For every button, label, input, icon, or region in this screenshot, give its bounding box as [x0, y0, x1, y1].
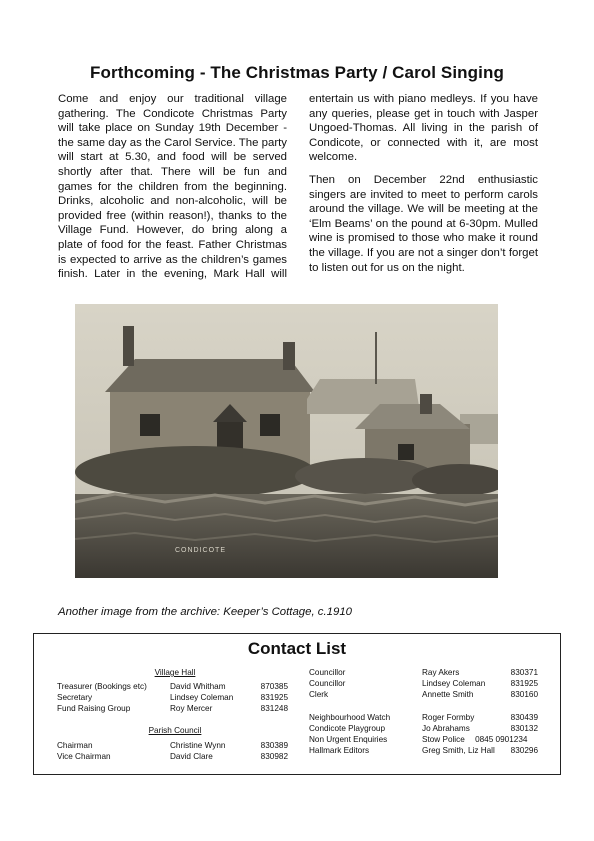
contact-row: Hallmark Editors Greg Smith, Liz Hall 830296	[309, 746, 538, 755]
contact-row: Vice Chairman David Clare 830982	[57, 752, 288, 761]
article-paragraph: Come and enjoy our traditional village gathering. The Condicote Christmas Party will take place on Sunday 19th December - the same day as the Carol Service. The party will start at 5.30, and food will be served shortly after that. There will be fun and games for the children from the beginning. Drinks, alcoholic and non-alcoholic, will be provided free (within reason!), thanks to the Village Fund. However, do bring along a plate of food for the feast. Father Christmas is expected to arrive as the children’s games finish. Later in the evening, Mark Hall will entertain us with piano medleys. If you have any queries, please get in touch with Jasper Ungoed-Thomas. All living in the parish of Condicote, or connected with it, are most welcome.	[58, 93, 538, 281]
archive-photo	[75, 304, 498, 578]
village-hall-heading: Village Hall	[154, 668, 196, 677]
article-body	[58, 92, 538, 292]
contact-row: Secretary Lindsey Coleman 831925	[57, 693, 288, 702]
contact-row: Councillor Ray Akers 830371	[309, 668, 538, 677]
contact-list-title: Contact List	[247, 639, 347, 658]
contact-row: Chairman Christine Wynn 830389	[57, 741, 288, 750]
contact-row: Councillor Lindsey Coleman 831925	[309, 679, 538, 688]
contact-row: Non Urgent Enquiries Stow Police 0845 0901234	[309, 735, 528, 744]
contact-row: Fund Raising Group Roy Mercer 831248	[57, 704, 288, 713]
article-paragraph: Then on December 22nd enthusiastic singers are invited to meet to perform carols around the village. We will be meeting at the ‘Elm Beams’ on the pound at 6-30pm. Mulled wine is promised to those who make it round the village. If you are not a singer don’t forget to listen out for us on the night.	[309, 173, 538, 274]
contact-row: Clerk Annette Smith 830160	[309, 690, 538, 699]
parish-council-heading: Parish Council	[148, 726, 202, 735]
contact-row: Treasurer (Bookings etc) David Whitham 870385	[57, 682, 288, 691]
contact-list-box	[33, 633, 561, 775]
contact-row: Neighbourhood Watch Roger Formby 830439	[309, 713, 538, 722]
photo-caption: Another image from the archive: Keeper’s Cottage, c.1910	[58, 606, 353, 618]
photo-inscription: CONDICOTE	[175, 547, 226, 554]
cottage-photo-illustration	[75, 304, 498, 578]
contact-row: Condicote Playgroup Jo Abrahams 830132	[309, 724, 538, 733]
article-headline: Forthcoming - The Christmas Party / Carol Singing	[90, 63, 504, 82]
